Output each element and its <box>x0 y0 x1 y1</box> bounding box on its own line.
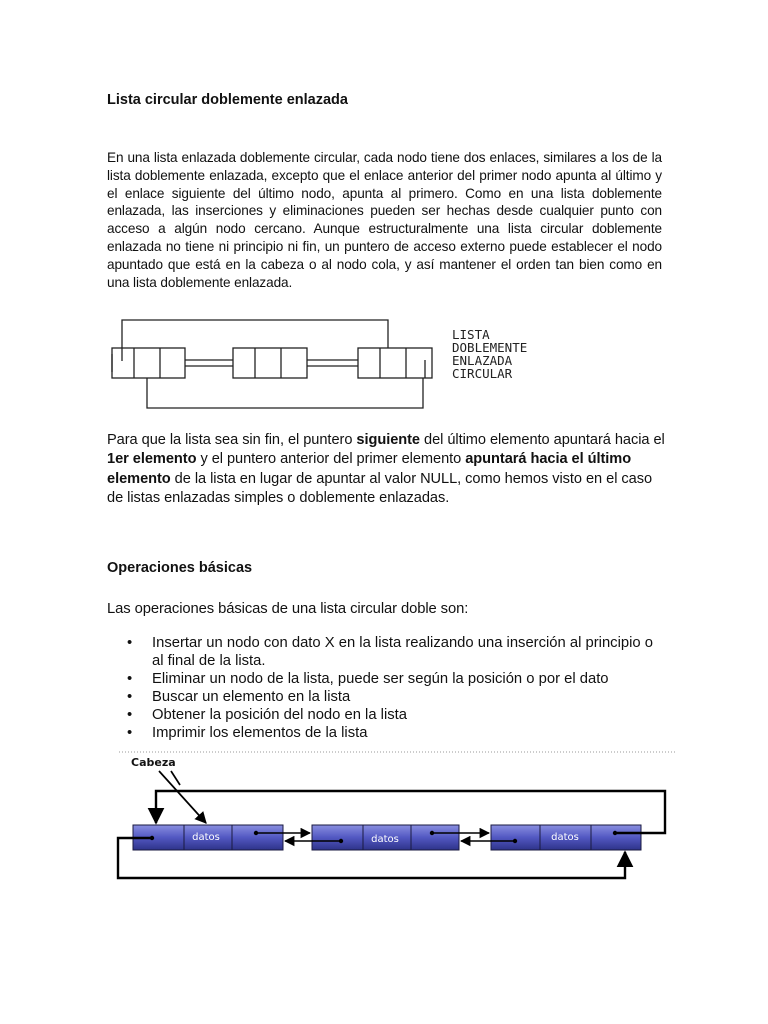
list-item <box>107 688 667 706</box>
list-item-text: Obtener la posición del nodo en la lista <box>152 707 408 723</box>
para2-bold-siguiente: siguiente <box>356 432 421 448</box>
head-label: Cabeza <box>131 756 176 769</box>
diagram-node-3 <box>358 348 432 378</box>
para2-text-2: del último elemento apuntará hacia el <box>420 432 665 448</box>
bullet-glyph: • <box>127 671 133 687</box>
head-pointer-arrow-1 <box>159 771 206 823</box>
head-pointer-diagram <box>105 745 685 890</box>
node-1-next-cell <box>232 825 283 850</box>
list-item-text: Insertar un nodo con dato X en la lista realizando una inserción al principio o al final de la lista. <box>152 635 653 669</box>
bullet-glyph: • <box>127 689 133 705</box>
bottom-loop-link <box>147 378 423 408</box>
operations-heading: Operaciones básicas <box>107 560 253 576</box>
bullet-glyph: • <box>127 635 133 651</box>
para2-text-3: y el puntero anterior del primer elemento <box>196 451 466 468</box>
diagram-label-line-3: ENLAZADA <box>452 353 513 368</box>
list-item-text: Imprimir los elementos de la lista <box>152 725 368 741</box>
para2-text-4: de la lista en lugar de apuntar al valor NULL, como hemos visto en el caso de listas enlazadas simples o doblemente enlazadas. <box>107 470 653 506</box>
node-1-data-label: datos <box>192 832 220 843</box>
list-item-text: Buscar un elemento en la lista <box>152 689 351 705</box>
list-item <box>107 724 667 742</box>
node-2-next-cell <box>411 825 459 850</box>
list-item <box>107 706 667 724</box>
diagram-label-line-2: DOBLEMENTE <box>452 340 528 355</box>
diagram-node-2 <box>233 348 307 378</box>
diagram-label-line-4: CIRCULAR <box>452 366 513 381</box>
operations-intro: Las operaciones básicas de una lista circular doble son: <box>107 601 469 617</box>
operations-list <box>107 634 667 742</box>
para2-bold-first-element: 1er elemento <box>107 451 197 468</box>
intro-paragraph: En una lista enlazada doblemente circular, cada nodo tiene dos enlaces, similares a los de la lista doblemente enlazada, excepto que el enlace anterior del primer nodo apunta al último y el enlace siguiente del último nodo, apunta al primero. Como en una lista doblemente enlazada, las inserciones y eliminaciones pueden ser hechas desde cualquier punto con acceso a algún nodo cercano. Aunque estructuralmente una lista circular doblemente enlazada no tiene ni principio ni fin, un puntero de acceso externo puede establecer el nodo apuntado que está en la cabeza o al nodo cola, y así mantener el orden tan bien como en una lista doblemente enlazada. <box>107 150 662 290</box>
list-item-text: Eliminar un nodo de la lista, puede ser según la posición o por el dato <box>152 671 609 687</box>
para2-bold-last-element: apuntará hacia el último elemento <box>107 451 632 487</box>
list-item <box>107 634 667 670</box>
bullet-glyph: • <box>127 725 133 741</box>
list-item <box>107 670 667 688</box>
para2-text-1: Para que la lista sea sin fin, el puntero <box>107 432 357 448</box>
node-2-prev-cell <box>312 825 363 850</box>
node-3-next-cell <box>591 825 641 850</box>
head-pointer-arrow-2 <box>171 771 180 785</box>
circular-explanation-paragraph <box>107 431 667 508</box>
node-2-data-label: datos <box>371 834 399 845</box>
document-title: Lista circular doblemente enlazada <box>107 92 348 108</box>
diagram-node-1 <box>112 348 185 378</box>
node-3-prev-cell <box>491 825 540 850</box>
node-3-data-label: datos <box>551 832 579 843</box>
diagram-label-line-1: LISTA <box>452 327 490 342</box>
bullet-glyph: • <box>127 707 133 723</box>
circular-list-diagram <box>105 314 565 414</box>
